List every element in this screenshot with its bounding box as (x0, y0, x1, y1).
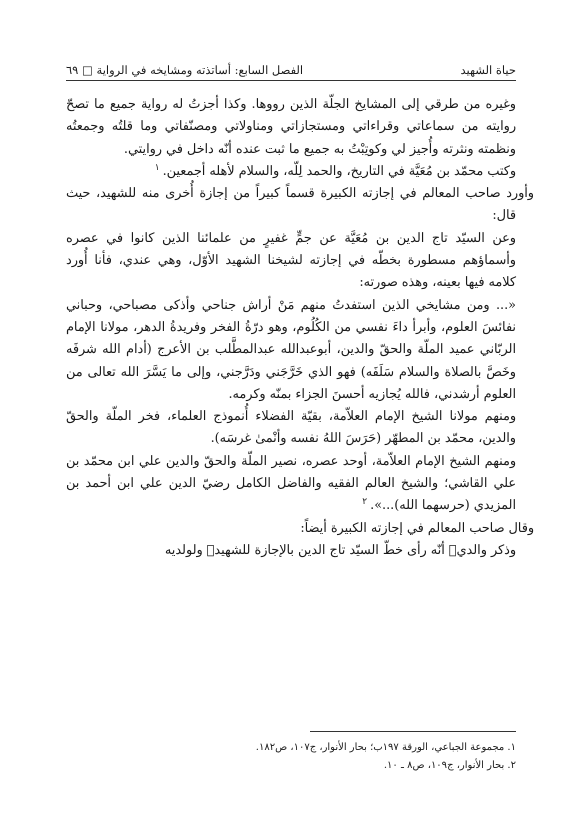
paragraph-license-text (66, 94, 516, 161)
page-header (66, 60, 516, 80)
footnote-marker-1: ١ (154, 162, 160, 173)
paragraph-text: ومنهم الشيخ الإمام العلاّمة، أوحد عصره، نصير الملّة والحقّ والدين علي ابن محمّد بن علي القاشي؛ والشيخ العالم الفقيه والفاضل الكامل رضيّ الدين علي ابن أحمد بن المزيدي (حرسهما الله)...». (66, 453, 516, 514)
body-text (66, 94, 534, 562)
paragraph-nasir-al-din (66, 451, 516, 518)
paragraph-father-mentioned (66, 540, 516, 562)
paragraph-ibn-muayya (66, 228, 516, 295)
chapter-title-with-page-number: الفصل السابع: أساتذته ومشايخه في الرواية □ ٦٩ (66, 63, 304, 77)
paragraph-text: وذكر والدي﷫ أنّه رأى خطّ السيّد تاج الدين بالإجازة للشهيد﷫ ولولديه (164, 542, 516, 558)
paragraph-text: وأورد صاحب المعالم في إجازته الكبيرة قسماً كبيراً من إجازة أُخرى منه للشهيد، حيث قال: (66, 186, 534, 224)
paragraph-quote-teachers (66, 295, 516, 406)
header-rule (66, 80, 516, 81)
paragraph-intro-maalim (66, 183, 534, 228)
footnote-marker-2: ٢ (362, 497, 368, 508)
paragraph-text: ومنهم مولانا الشيخ الإمام العلاّمة، بقيّة الفضلاء أُنموذج العلماء، فخر الملّة والحقّ والدين، محمّد بن المطهّر (حَرَسَ اللهُ نفسه وأنْمىٰ غرسَه). (66, 409, 516, 447)
footnote-2: ٢. بحار الأنوار، ج١٠٩، ص٨ ـ ١٠. (383, 760, 516, 771)
paragraph-text: وعن السيّد تاج الدين بن مُعَيَّة عن جمٍّ غفيرٍ من علمائنا الذين كانوا في عصره وأسماؤهم مسطورة بخطّه في إجازته لشيخنا الشهيد الأوّل، وهي عندي، فأنا أُورد كلامه فيها بعينه، وهذه صورته: (66, 230, 516, 291)
running-title: حياة الشهيد (460, 63, 516, 77)
footnotes (66, 739, 516, 775)
footnote-1: ١. مجموعة الجباعي، الورقة ١٩٧ب؛ بحار الأنوار، ج١٠٧، ص١٨٢. (255, 742, 516, 753)
paragraph-text: وغيره من طرقي إلى المشايخ الجلّة الذين رووها. وكذا أجزتُ له رواية جميع ما تصحّ روايته من سماعاتي وقراءاتي ومستجازاتي ومناولاتي ومصنّفاتي وما قلتُه وجمعتُه ونظمته ونثرته وأُجيز لي وكوتِبْتُ به جميع ما ثبت عنده أنّه داخل في روايتي. (66, 97, 516, 157)
paragraph-text: وقال صاحب المعالم في إجازته الكبيرة أيضاً: (300, 520, 534, 536)
paragraph-fakhr-al-din (66, 406, 516, 451)
paragraph-signature (66, 161, 516, 183)
paragraph-text: وكتب محمّد بن مُعَيَّة في التاريخ، والحمد لِلّه، والسلام لأهله أجمعين. (162, 163, 516, 179)
footnote-rule (310, 731, 516, 732)
paragraph-text: «... ومن مشايخي الذين استفدتُ منهم مَنْ أراش جناحي وأذكى مصباحي، وحباني نفائسَ العلوم، وأبرأ داءَ نفسي من الكُلُوم، وهو درّةُ الفخر وفريدةُ الدهر، مولانا الإمام الربّاني عميد الملّة والحقّ والدين، أبوعبدالله عبدالمطَّلب بن الأعرج (أدام الله شرفَه وخَصَّ بالصلاة والسلام سَلَفَه) فهو الذي خَرَّجَني ودَرَّجني، وإلى ما يَسَّرَ الله تعالى من العلوم أرشدني، فالله يُجازيه أحسنَ الجزاء بمنّه وكرمه. (66, 297, 517, 402)
paragraph-maalim-said (66, 518, 534, 540)
